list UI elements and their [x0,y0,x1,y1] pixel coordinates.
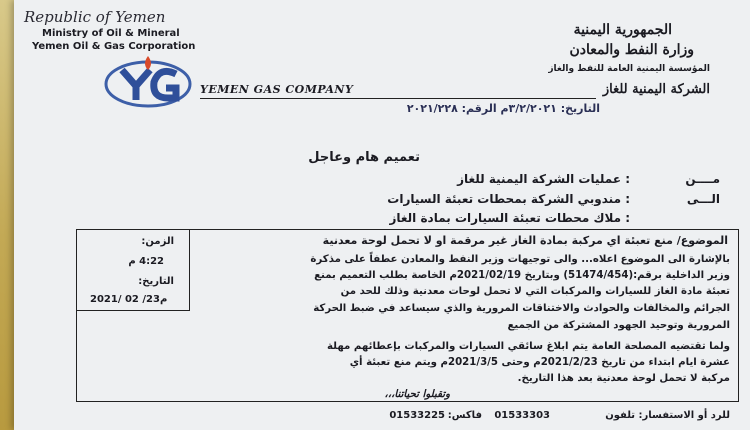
date-value: 2021/ 02 /23م [90,294,168,305]
time-value: 4:22 م [128,256,164,267]
time-label: الزمن: [141,236,174,247]
to-value-1: : مندوبي الشركة بمحطات تعبئة السيارات [387,192,630,206]
header-rule [200,98,596,99]
body-line: تعبئة مادة الغاز للسيارات والمركبات التي لا تحمل لوحات معدنية وذلك للحد من [340,286,730,297]
memo-title: تعميم هام وعاجل [308,150,420,165]
memo-subject: الموضوع/ منع تعبئة اي مركبة بمادة الغاز غير مرقمة او لا تحمل لوحة معدنية [322,234,728,247]
contact-label: للرد أو الاستفسار: تلفون [605,410,730,421]
to-label: الـــى [686,192,720,206]
republic-title-en: Republic of Yemen [24,8,166,26]
company-name-ar: الشركة اليمنية للغاز [602,82,710,97]
phone-number: 01533303 [494,410,550,421]
body-line: ولما تقتضيه المصلحة العامة يتم ابلاغ سائقي السيارات والمركبات بإعطائهم مهلة [327,341,730,352]
closing-line: وتقبلوا تحياتنا،،، [384,389,450,400]
body-line: عشرة ايام ابتداء من تاريخ 2021/2/23م وحتى 2021/3/5م ويتم منع تعبئة أي [349,357,730,368]
republic-title-ar: الجمهورية اليمنية [573,22,672,38]
body-line: وزير الداخلية برقم:(51474/454) وبتاريخ 2021/02/19م الخاصة بطلب التعميم بمنع [314,270,730,281]
yemen-gas-logo-icon [102,52,194,110]
from-value: : عمليات الشركة اليمنية للغاز [457,172,630,186]
body-line: الجرائم والمخالفات والحوادث والاختناقات المرورية والذي سيساعد في ضبط الحركة [313,303,730,314]
corporation-title-en: Yemen Oil & Gas Corporation [32,41,196,52]
fax-number: 01533225 [389,410,445,421]
date-reference-line: التاريخ: ٣/٢/٢٠٢١م الرقم: ٢٠٢١/٢٢٨ [406,102,600,115]
corporation-title-ar: المؤسسة اليمنية العامة للنفط والغاز [548,64,710,74]
memo-page [14,0,750,430]
from-label: مــــن [685,172,720,186]
date-label: التاريخ: [138,276,174,287]
body-line: المرورية وتوحيد الجهود المشتركة من الجميع [507,320,730,331]
body-line: مركبة لا تحمل لوحة معدنية بعد هذا التاريخ. [517,373,730,384]
ministry-title-en: Ministry of Oil & Mineral [42,28,180,39]
to-value-2: : ملاك محطات تعبئة السيارات بمادة الغاز [389,211,630,225]
fax-label: فاكس: [447,410,482,421]
company-name-en: YEMEN GAS COMPANY [200,83,354,96]
body-line: بالإشارة الى الموضوع اعلاه... والى توجيهات وزير النفط والمعادن عطفاً على مذكرة [310,254,730,265]
ministry-title-ar: وزارة النفط والمعادن [569,42,694,58]
